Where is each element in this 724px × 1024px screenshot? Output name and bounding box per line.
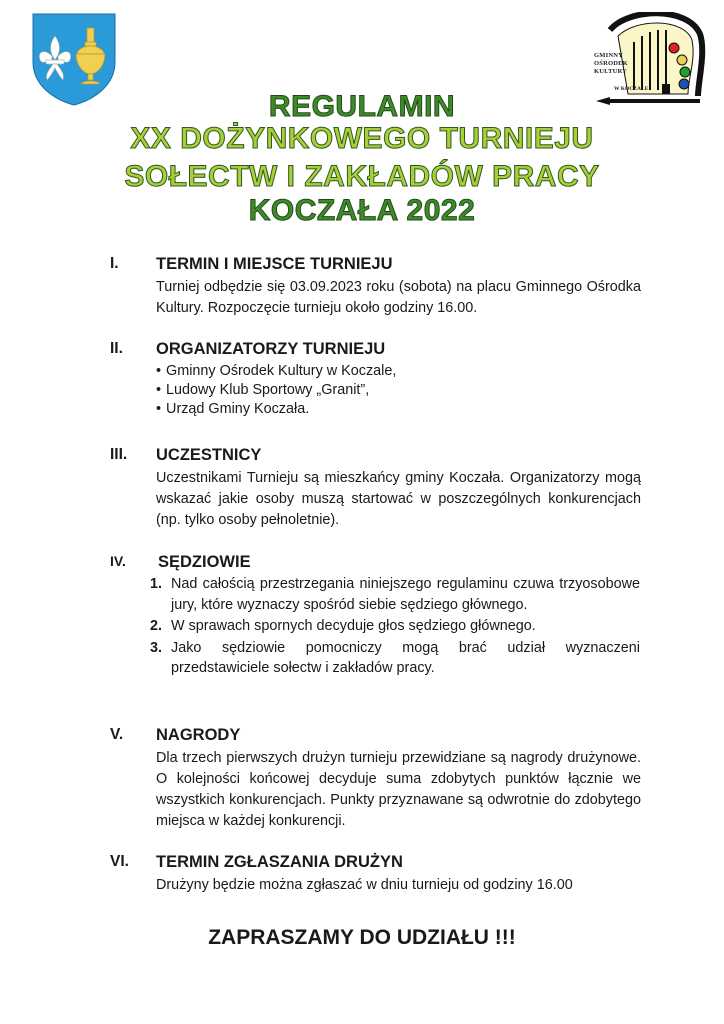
section-number: I.	[110, 255, 119, 272]
section-text: Dla trzech pierwszych drużyn turnieju przewidziane są nagrody drużynowe. O kolejności końcowej decyduje suma zdobytych punktów łącznie we wszystkich konkurencjach. Punkty przyznawane są odwrotnie do zdobytego miejsca w każdej konkurencji.	[156, 750, 641, 829]
item-number: 3.	[150, 639, 163, 656]
closing-invitation: ZAPRASZAMY DO UDZIAŁU !!!	[208, 926, 516, 949]
gok-line-2: OŚRODEK	[594, 60, 628, 67]
section-body	[156, 362, 641, 419]
list-item: • Ludowy Klub Sportowy „Granit”,	[156, 381, 641, 400]
section-body	[156, 875, 641, 896]
item-number: 2.	[150, 618, 163, 634]
section-number: IV.	[110, 553, 126, 569]
list-item: • Gminny Ośrodek Kultury w Koczale,	[156, 362, 641, 381]
title-line-1: REGULAMIN	[268, 90, 456, 123]
section-body	[156, 277, 641, 319]
section-number: III.	[110, 446, 128, 463]
section-number: V.	[110, 726, 124, 743]
item-text: Jako sędziowie pomocniczy mogą brać udział wyznaczeni przedstawiciele sołectw i zakładów pracy.	[171, 639, 640, 676]
section-heading: TERMIN ZGŁASZANIA DRUŻYN	[156, 853, 403, 871]
section-body	[156, 468, 641, 531]
section-body	[156, 748, 641, 832]
section-heading: ORGANIZATORZY TURNIEJU	[156, 340, 386, 358]
item-number: 1.	[150, 576, 163, 592]
section-text: Uczestnikami Turnieju są mieszkańcy gminy Koczała. Organizatorzy mogą wskazać jakie osoby muszą startować w poszczególnych konkurencjach (np. tylko osoby pełnoletnie).	[156, 470, 641, 528]
title-line-4: KOCZAŁA 2022	[248, 194, 476, 227]
list-item	[150, 638, 640, 679]
list-item	[150, 574, 640, 615]
item-text: W sprawach spornych decyduje głos sędziego głównego.	[171, 618, 536, 634]
section-heading: TERMIN I MIEJSCE TURNIEJU	[156, 255, 393, 273]
organizers-list	[156, 362, 641, 419]
section-heading: NAGRODY	[156, 726, 241, 744]
gok-place: W KOCZALE	[614, 86, 649, 92]
gok-line-1: GMINNY	[594, 52, 624, 59]
title-line-2: XX DOŻYNKOWEGO TURNIEJU	[130, 122, 594, 155]
list-item	[150, 616, 640, 637]
gok-line-3: KULTURY	[594, 68, 628, 75]
gok-logo-text	[594, 52, 628, 76]
list-item: • Urząd Gminy Koczała.	[156, 400, 641, 419]
section-number: II.	[110, 340, 123, 357]
section-text: Drużyny będzie można zgłaszać w dniu turnieju od godziny 16.00	[156, 877, 573, 893]
section-text: Turniej odbędzie się 03.09.2023 roku (sobota) na placu Gminnego Ośrodka Kultury. Rozpoczęcie turnieju około godziny 16.00.	[156, 279, 641, 316]
title-line-3: SOŁECTW I ZAKŁADÓW PRACY	[124, 160, 600, 193]
section-heading: UCZESTNICY	[156, 446, 262, 464]
item-text: Nad całością przestrzegania niniejszego regulaminu czuwa trzyosobowe jury, które wyznaczy spośród siebie sędziego głównego.	[171, 576, 640, 613]
judges-list	[150, 574, 640, 680]
section-number: VI.	[110, 853, 129, 870]
section-heading: SĘDZIOWIE	[158, 553, 251, 571]
